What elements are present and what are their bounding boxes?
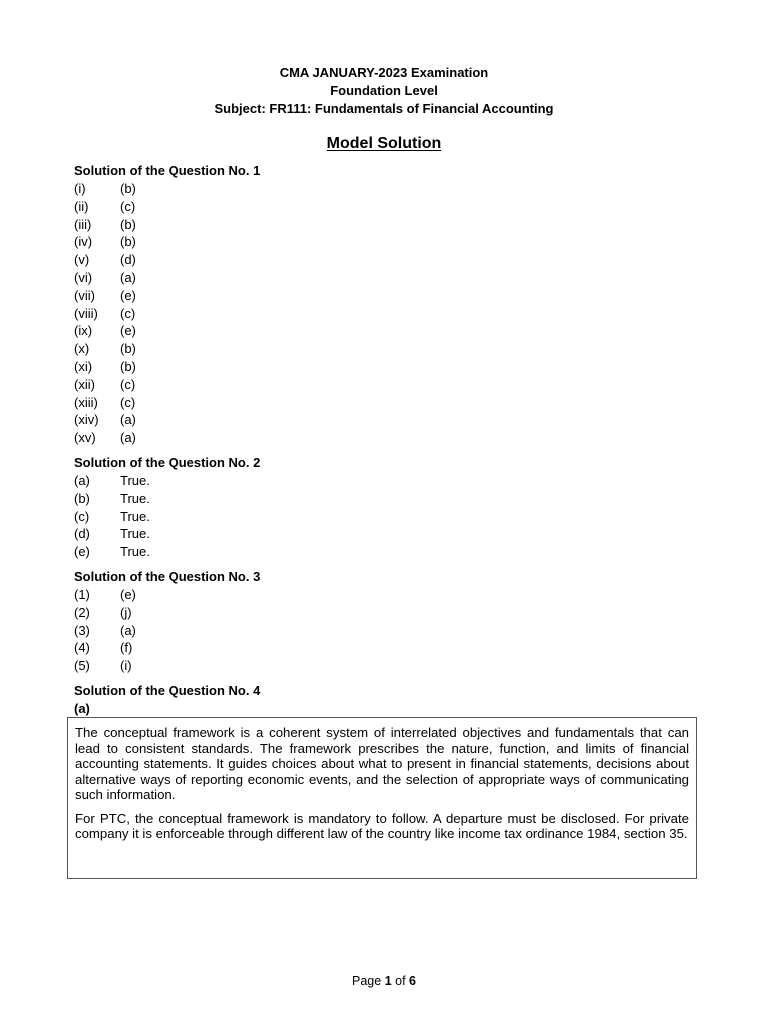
answer-value: (c) [120,198,136,214]
exam-subject: Subject: FR111: Fundamentals of Financial Accounting [214,101,554,116]
answer-value: (c) [120,394,136,410]
question-2-section [74,454,694,561]
answer-label: (iii) [74,216,92,232]
answer-row [74,216,694,234]
question-1-answers [74,180,694,447]
question-4-section [74,682,694,718]
answer-label: (c) [74,508,90,524]
answer-value: (e) [120,323,136,339]
answer-row [74,657,694,675]
answer-row [74,269,694,287]
answer-label: (x) [74,341,90,357]
page-prefix: Page [352,974,385,988]
answer-value: True. [120,526,150,542]
answer-label: (xi) [74,358,93,374]
exam-level: Foundation Level [330,83,438,98]
answer-value: (d) [120,252,136,268]
page-total: 6 [409,974,416,988]
answer-row [74,305,694,323]
answer-value: (a) [120,412,136,428]
answer-label: (xv) [74,430,96,446]
answer-row [74,543,694,561]
answer-value: (e) [120,287,136,303]
answer-row [74,508,694,526]
answer-value: True. [120,490,150,506]
answer-row [74,340,694,358]
answer-label: (a) [74,473,90,488]
answer-paragraph: The conceptual framework is a coherent system of interrelated objectives and fundamentals that can lead to consistent standards. The framework prescribes the nature, function, and limits of financial accounting statements. It guides choices about what to present in financial statements, decisions about alternative ways of reporting economic events, and the selection of appropriate ways of communicating such information. [75,725,689,802]
exam-title: CMA JANUARY-2023 Examination [279,65,489,80]
page-current: 1 [384,974,392,988]
answer-value: (b) [120,358,136,374]
page-footer [0,974,768,988]
answer-row [74,586,694,604]
answer-row [74,429,694,447]
answer-row [74,490,694,508]
answer-label: (5) [74,658,90,674]
answer-value: (i) [120,658,132,674]
question-4-part-label: (a) [74,701,90,716]
page-title [0,135,768,153]
answer-row [74,622,694,640]
answer-row [74,472,694,490]
answer-row [74,233,694,251]
document-header [0,64,768,118]
answer-row [74,180,694,198]
answer-row [74,525,694,543]
question-3-section [74,568,694,675]
answer-row [74,604,694,622]
answer-value: (f) [120,640,133,656]
answer-label: (3) [74,622,90,638]
page-middle: of [391,974,410,988]
question-2-heading: Solution of the Question No. 2 [74,455,261,470]
question-1-heading: Solution of the Question No. 1 [74,163,261,178]
answer-value: True. [120,473,150,488]
answer-value: (b) [120,181,136,196]
answer-label: (xiii) [74,394,98,410]
question-4-heading: Solution of the Question No. 4 [74,683,261,698]
answer-label: (ii) [74,198,89,214]
answer-label: (2) [74,604,90,620]
answer-row [74,358,694,376]
answer-value: (c) [120,305,136,321]
question-4-answer-box [67,717,697,879]
answer-value: (c) [120,376,136,392]
answer-value: True. [120,544,150,560]
answer-label: (vi) [74,269,93,285]
answer-paragraph: For PTC, the conceptual framework is mandatory to follow. A departure must be disclosed. For private company it is enforceable through different law of the country like income tax ordinance 1984, section 35. [75,810,689,841]
answer-value: (b) [120,216,136,232]
answer-label: (xiv) [74,412,99,428]
answer-label: (4) [74,640,90,656]
answer-value: (a) [120,430,136,446]
answer-label: (d) [74,526,90,542]
answer-row [74,198,694,216]
answer-value: (a) [120,269,136,285]
answer-value: (b) [120,234,136,250]
question-3-answers [74,586,694,675]
answer-label: (viii) [74,305,98,321]
answer-row [74,394,694,412]
answer-label: (ix) [74,323,93,339]
question-1-section [74,162,694,447]
answer-value: (j) [120,604,132,620]
answer-label: (iv) [74,234,93,250]
answer-value: True. [120,508,150,524]
answer-label: (e) [74,544,90,560]
answer-value: (e) [120,587,136,602]
answer-label: (vii) [74,287,95,303]
answer-value: (b) [120,341,136,357]
answer-row [74,376,694,394]
answer-row [74,411,694,429]
answer-value: (a) [120,622,136,638]
answer-row [74,639,694,657]
answer-label: (v) [74,252,90,268]
answer-label: (b) [74,490,90,506]
question-2-answers [74,472,694,561]
answer-label: (xii) [74,376,95,392]
model-solution-title: Model Solution [326,135,442,152]
answer-row [74,322,694,340]
answer-row [74,251,694,269]
question-3-heading: Solution of the Question No. 3 [74,569,261,584]
answer-row [74,287,694,305]
answer-label: (i) [74,181,86,196]
answer-label: (1) [74,587,90,602]
